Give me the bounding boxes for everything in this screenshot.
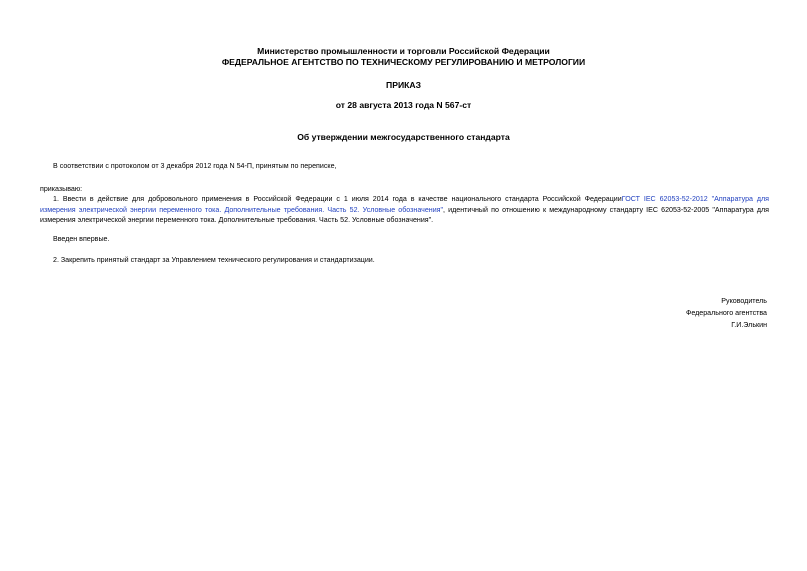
item-2-text: 2. Закрепить принятый стандарт за Управлением технического регулирования и стандартизации. bbox=[53, 256, 375, 264]
preamble-text: В соответствии с протоколом от 3 декабря 2012 года N 54-П, принятым по переписке, bbox=[53, 162, 337, 170]
document-type-heading: ПРИКАЗ bbox=[386, 80, 421, 90]
introduced-note: Введен впервые. bbox=[53, 235, 110, 243]
gost-standard-link-continued[interactable]: измерения электрической энергии переменного тока. Дополнительные требования. Часть 52. Условные обозначения" bbox=[40, 205, 444, 214]
signatory-title-2: Федерального агентства bbox=[685, 309, 767, 317]
order-word: приказываю: bbox=[40, 185, 83, 193]
gost-standard-link[interactable]: ГОСТ IEC 62053-52-2012 "Аппаратура для bbox=[621, 195, 770, 203]
order-subject: Об утверждении межгосударственного стандарта bbox=[297, 132, 510, 142]
agency-heading: ФЕДЕРАЛЬНОЕ АГЕНТСТВО ПО ТЕХНИЧЕСКОМУ РЕГУЛИРОВАНИЮ И МЕТРОЛОГИИ bbox=[221, 57, 586, 67]
order-date-number: от 28 августа 2013 года N 567-ст bbox=[335, 100, 472, 110]
signatory-title-1: Руководитель bbox=[721, 297, 767, 305]
item-1-line-3: измерения электрической энергии переменного тока. Дополнительные требования. Часть 52. Условные обозначения". bbox=[40, 216, 434, 225]
item-1-line-1 bbox=[40, 194, 769, 205]
item-1-line-2 bbox=[40, 205, 769, 216]
item-1-text-start: 1. Ввести в действие для добровольного применения в Российской Федерации с 1 июля 2014 года в качестве национального стандарта Российской Федерации bbox=[53, 195, 622, 203]
signatory-name: Г.И.Элькин bbox=[731, 321, 767, 329]
ministry-heading: Министерство промышленности и торговли Российской Федерации bbox=[257, 46, 550, 56]
item-1-paragraph bbox=[40, 194, 769, 226]
item-1-text-middle: , идентичный по отношению к международному стандарту IEC 62053-52-2005 "Аппаратура для bbox=[443, 205, 769, 214]
